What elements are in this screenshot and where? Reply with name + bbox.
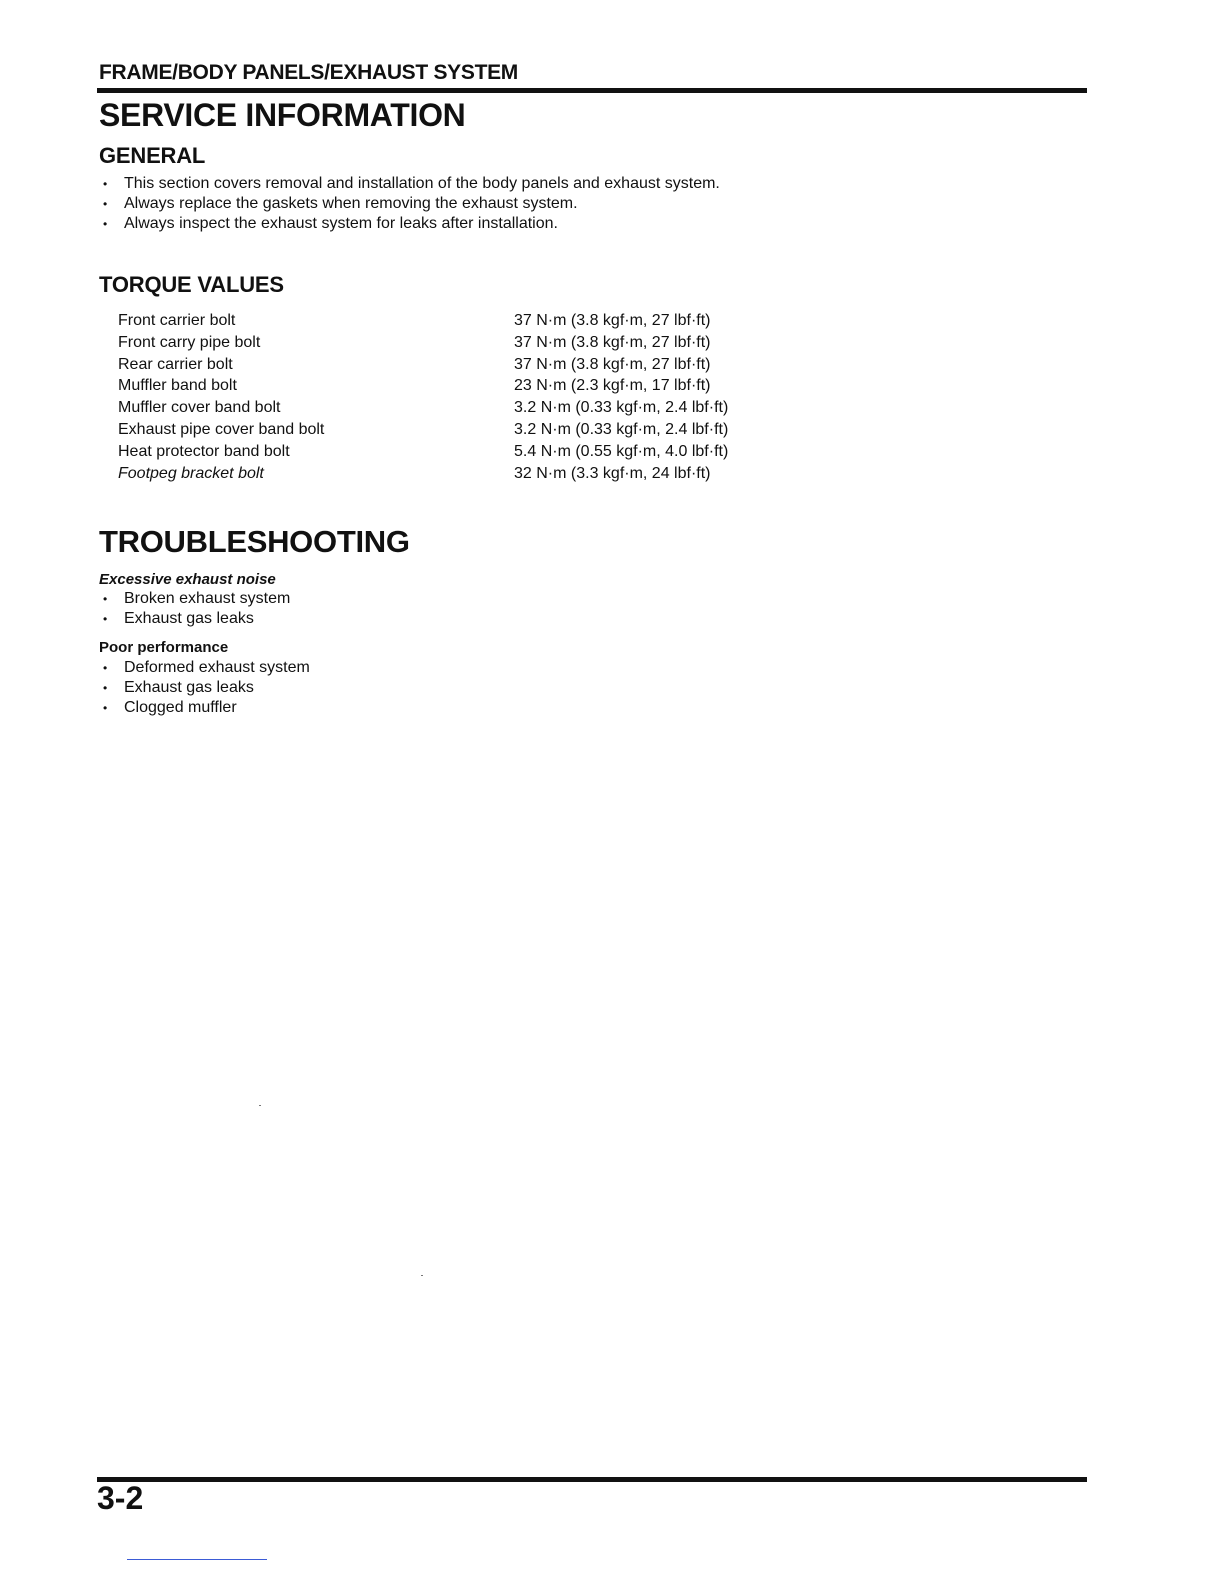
table-row [118,397,728,419]
table-row [118,310,728,332]
bullet-icon: • [103,197,108,211]
torque-label: Rear carrier bolt [118,355,233,373]
torque-heading: TORQUE VALUES [99,272,284,297]
table-row [118,419,728,441]
bottom-rule [97,1477,1087,1482]
page-title: SERVICE INFORMATION [99,97,466,133]
torque-label: Heat protector band bolt [118,442,290,460]
torque-value: 32 N·m (3.3 kgf·m, 24 lbf·ft) [514,464,711,482]
general-list [103,174,720,234]
table-row [118,463,728,485]
page-number: 3-2 [97,1480,144,1516]
torque-value: 37 N·m (3.8 kgf·m, 27 lbf·ft) [514,312,711,329]
table-row [118,332,728,354]
list-item: • Exhaust gas leaks [103,679,254,696]
scan-speck [421,1275,423,1276]
general-heading: GENERAL [99,143,206,168]
bullet-icon: • [103,612,108,626]
torque-value: 37 N·m (3.8 kgf·m, 27 lbf·ft) [514,355,711,373]
list-item: • Exhaust gas leaks [103,610,254,627]
torque-value: 5.4 N·m (0.55 kgf·m, 4.0 lbf·ft) [514,442,729,460]
scan-speck [259,1105,261,1106]
section-header: FRAME/BODY PANELS/EXHAUST SYSTEM [99,61,519,84]
troubleshooting-title: TROUBLESHOOTING [99,524,410,559]
list-item: • This section covers removal and installation of the body panels and exhaust system. [103,175,720,192]
symptom-heading: Poor performance [99,639,229,656]
torque-label: Front carry pipe bolt [118,333,261,351]
torque-value: 3.2 N·m (0.33 kgf·m, 2.4 lbf·ft) [514,420,729,438]
torque-table [118,310,728,484]
torque-value: 3.2 N·m (0.33 kgf·m, 2.4 lbf·ft) [514,399,729,417]
list-item: • Clogged muffler [103,699,237,716]
torque-value: 23 N·m (2.3 kgf·m, 17 lbf·ft) [514,377,711,395]
table-row [118,375,728,397]
torque-label: Exhaust pipe cover band bolt [118,420,325,438]
top-rule [97,88,1087,93]
bullet-icon: • [103,661,108,675]
bullet-icon: • [103,217,108,231]
bullet-icon: • [103,701,108,715]
cause-list [103,589,290,629]
torque-label: Muffler band bolt [118,377,237,395]
bullet-icon: • [103,177,108,191]
torque-label: Muffler cover band bolt [118,399,281,417]
bullet-icon: • [103,681,108,695]
table-row [118,441,728,463]
torque-value: 37 N·m (3.8 kgf·m, 27 lbf·ft) [514,333,711,351]
list-item: • Always replace the gaskets when removing the exhaust system. [103,195,578,212]
torque-label: Front carrier bolt [118,312,236,329]
symptom-heading: Excessive exhaust noise [99,571,276,588]
link-underline [127,1559,267,1560]
list-item: • Broken exhaust system [103,590,291,607]
list-item: • Deformed exhaust system [103,659,310,676]
bullet-icon: • [103,592,108,606]
torque-label: Footpeg bracket bolt [118,464,264,482]
cause-list [103,658,310,718]
table-row [118,354,728,376]
list-item: • Always inspect the exhaust system for leaks after installation. [103,215,558,232]
